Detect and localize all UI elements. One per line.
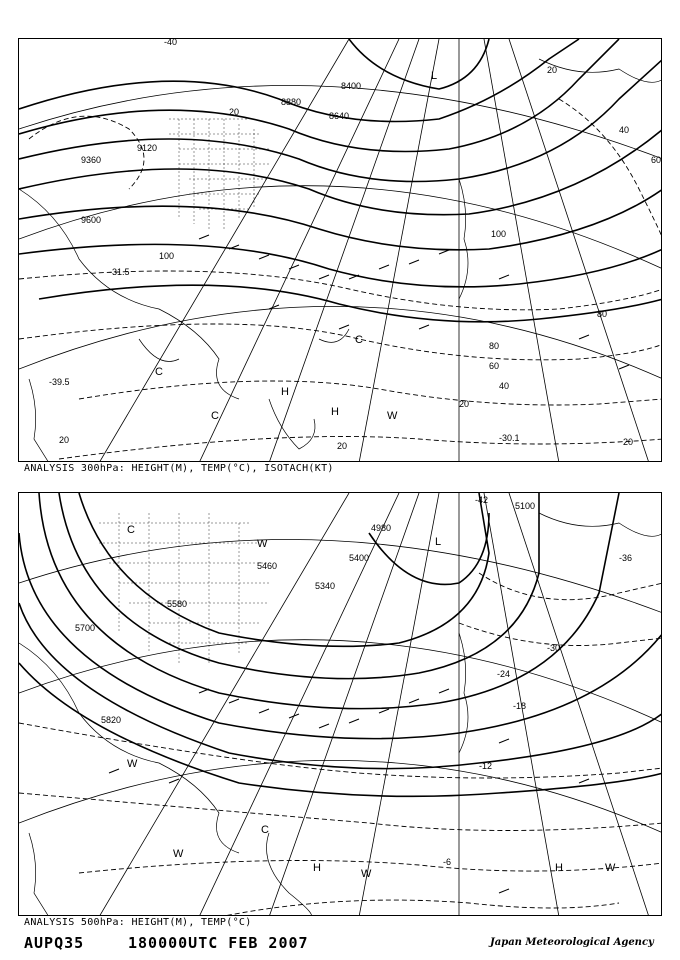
isotach-label: 40 xyxy=(499,381,510,391)
isotach-contours xyxy=(19,99,662,459)
wind-barbs xyxy=(199,235,629,369)
height-label: 9600 xyxy=(81,215,102,225)
map-300hpa-drawing xyxy=(19,39,662,462)
height-label: 8400 xyxy=(341,81,362,91)
isotach-label: 20 xyxy=(337,441,348,451)
temp-label: -36 xyxy=(619,553,633,563)
isotach-label: 20 xyxy=(547,65,558,75)
temp-label: -40 xyxy=(164,39,178,47)
height-label: 5820 xyxy=(101,715,122,725)
isotach-label: 40 xyxy=(619,125,630,135)
valid-time: 180000UTC FEB 2007 xyxy=(128,934,309,952)
center-marker-high: H xyxy=(313,862,321,874)
height-label: 5400 xyxy=(349,553,370,563)
height-label: 8640 xyxy=(329,111,350,121)
temp-label: -42 xyxy=(475,495,489,505)
center-marker-high: H xyxy=(281,386,289,398)
height-label: 8880 xyxy=(281,97,302,107)
center-marker-warm: W xyxy=(257,538,268,550)
height-labels xyxy=(81,81,361,225)
isotach-label: 100 xyxy=(159,251,175,261)
center-marker-high: H xyxy=(331,406,339,418)
chart-id: AUPQ35 xyxy=(24,934,85,952)
center-marker-warm: W xyxy=(173,848,184,860)
height-label: 5700 xyxy=(75,623,96,633)
center-marker-low: L xyxy=(431,70,438,82)
height-label: 9360 xyxy=(81,155,102,165)
temp-label: -6 xyxy=(443,857,452,867)
graticule xyxy=(19,39,662,462)
center-marker-warm: W xyxy=(605,862,616,874)
temp-label: -30 xyxy=(547,643,561,653)
isotach-labels xyxy=(59,65,661,451)
temp-label: -12 xyxy=(479,761,493,771)
map-panel-500hpa xyxy=(18,492,662,916)
center-marker-cold: C xyxy=(355,334,363,346)
isotach-label: 20 xyxy=(623,437,634,447)
isotach-label: 20 xyxy=(59,435,70,445)
temp-label: -30.1 xyxy=(499,433,520,443)
center-marker-warm: W xyxy=(387,410,398,422)
center-marker-cold: C xyxy=(211,410,219,422)
isotach-label: 20 xyxy=(459,399,470,409)
map-panel-300hpa xyxy=(18,38,662,462)
isotach-label: 20 xyxy=(229,107,240,117)
isotach-label: 80 xyxy=(489,341,500,351)
height-label: 5100 xyxy=(515,501,536,511)
height-label: 5580 xyxy=(167,599,188,609)
isotach-label: 80 xyxy=(597,309,608,319)
temp-label: -39.5 xyxy=(49,377,70,387)
isotach-label: 60 xyxy=(489,361,500,371)
center-marker-high: H xyxy=(555,862,563,874)
agency-credit: Japan Meteorological Agency xyxy=(490,937,654,948)
map-500hpa-drawing xyxy=(19,493,662,916)
center-marker-cold: C xyxy=(127,524,135,536)
center-marker-cold: C xyxy=(155,366,163,378)
height-label: 4980 xyxy=(371,523,392,533)
center-marker-low: L xyxy=(435,536,442,548)
center-marker-cold: C xyxy=(261,824,269,836)
height-label: 5340 xyxy=(315,581,336,591)
isotach-label: 60 xyxy=(651,155,662,165)
temperature-contours xyxy=(19,573,662,916)
center-marker-warm: W xyxy=(361,868,372,880)
center-marker-warm: W xyxy=(127,758,138,770)
temp-labels xyxy=(443,495,632,867)
isotach-label: 100 xyxy=(491,229,507,239)
temp-label: -18 xyxy=(513,701,527,711)
panel-caption-300hpa: ANALYSIS 300hPa: HEIGHT(M), TEMP(°C), ISOTACH(KT) xyxy=(24,463,334,474)
height-label: 5460 xyxy=(257,561,278,571)
panel-caption-500hpa: ANALYSIS 500hPa: HEIGHT(M), TEMP(°C) xyxy=(24,917,252,928)
height-label: 9120 xyxy=(137,143,158,153)
temp-label: -24 xyxy=(497,669,511,679)
height-contours xyxy=(19,493,662,796)
terrain-hatch xyxy=(99,513,269,663)
temp-label: -31.5 xyxy=(109,267,130,277)
